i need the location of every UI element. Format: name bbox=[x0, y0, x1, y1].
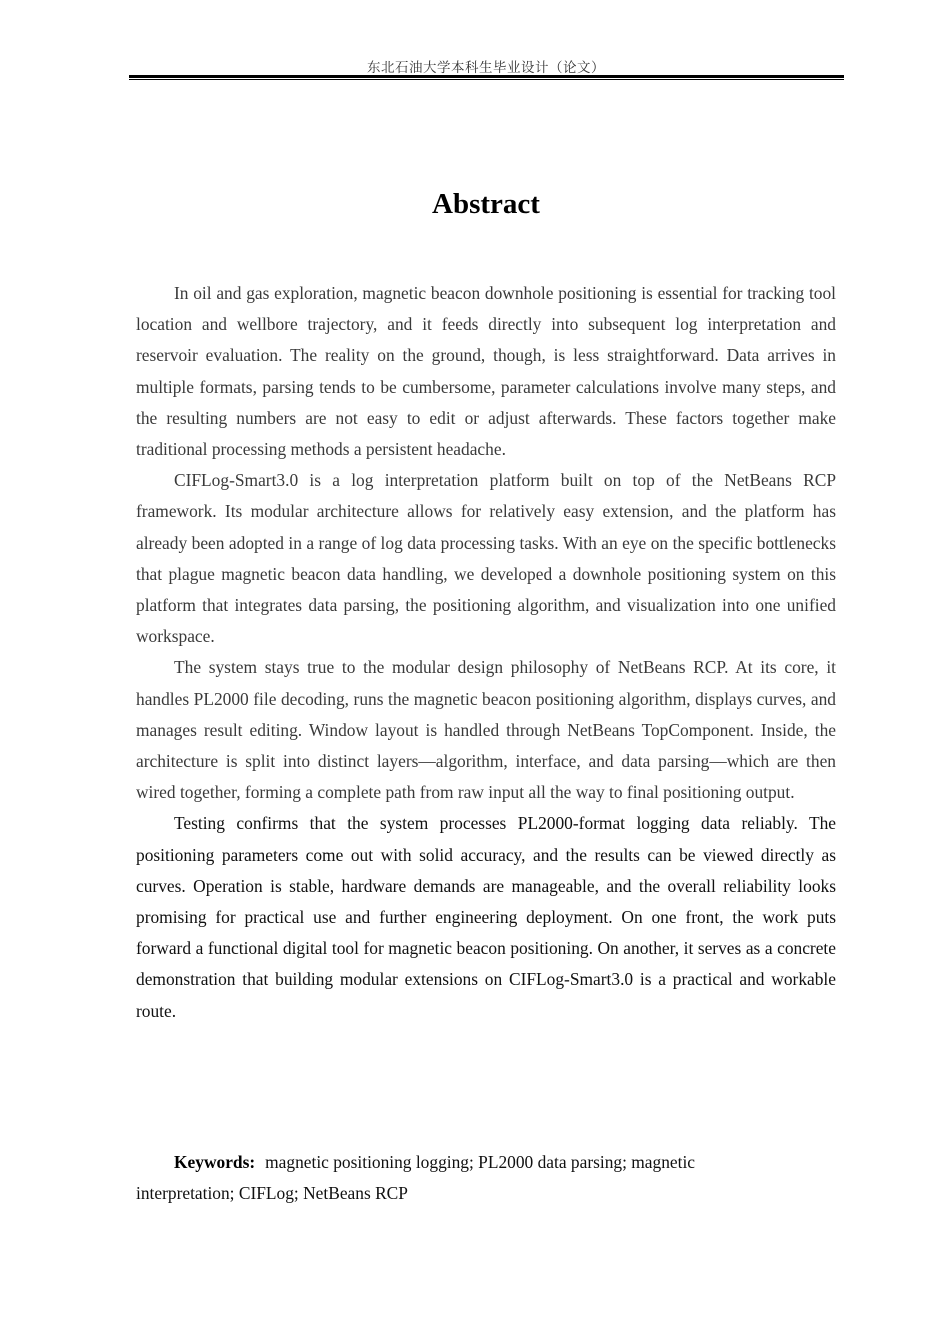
header-rule-thin bbox=[129, 79, 844, 80]
abstract-paragraph-2: CIFLog-Smart3.0 is a log interpretation platform built on top of the NetBeans RCP framework. Its modular architecture allows for relatively easy extension, and the platform has already been adopted in a range of log data processing tasks. With an eye on the specific bottlenecks that plague magnetic beacon data handling, we developed a downhole positioning system on this platform that integrates data parsing, the positioning algorithm, and visualization into one unified workspace. bbox=[136, 470, 836, 647]
abstract-paragraph-4: Testing confirms that the system processes PL2000-format logging data reliably. The positioning parameters come out with solid accuracy, and the results can be viewed directly as curves. Operation is stable, hardware demands are manageable, and the overall reliability looks promising for practical use and further engineering deployment. On one front, the work puts forward a functional digital tool for magnetic beacon positioning. On another, it serves as a concrete demonstration that building modular extensions on CIFLog-Smart3.0 is a practical and workable route. bbox=[136, 813, 836, 1021]
keywords-block bbox=[136, 1147, 836, 1209]
page-title: Abstract bbox=[432, 188, 540, 220]
keywords-label: Keywords: bbox=[174, 1152, 256, 1172]
header-rule-thick bbox=[129, 75, 844, 78]
abstract-paragraph-3: The system stays true to the modular design philosophy of NetBeans RCP. At its core, it handles PL2000 file decoding, runs the magnetic beacon positioning algorithm, displays curves, and manages result editing. Window layout is handled through NetBeans TopComponent. Inside, the architecture is split into distinct layers—algorithm, interface, and data parsing—which are then wired together, forming a complete path from raw input all the way to final positioning output. bbox=[136, 657, 836, 803]
keywords-line-1: magnetic positioning logging; PL2000 data parsing; magnetic bbox=[265, 1152, 696, 1172]
abstract-body bbox=[136, 278, 836, 1027]
running-header: 东北石油大学本科生毕业设计（论文） bbox=[367, 60, 605, 75]
abstract-paragraph-1: In oil and gas exploration, magnetic beacon downhole positioning is essential for tracking tool location and wellbore trajectory, and it feeds directly into subsequent log interpretation and reservoir evaluation. The reality on the ground, though, is less straightforward. Data arrives in multiple formats, parsing tends to be cumbersome, parameter calculations involve many steps, and the resulting numbers are not easy to edit or adjust afterwards. These factors together make traditional processing methods a persistent headache. bbox=[136, 283, 836, 460]
keywords-line-2: interpretation; CIFLog; NetBeans RCP bbox=[136, 1183, 408, 1204]
